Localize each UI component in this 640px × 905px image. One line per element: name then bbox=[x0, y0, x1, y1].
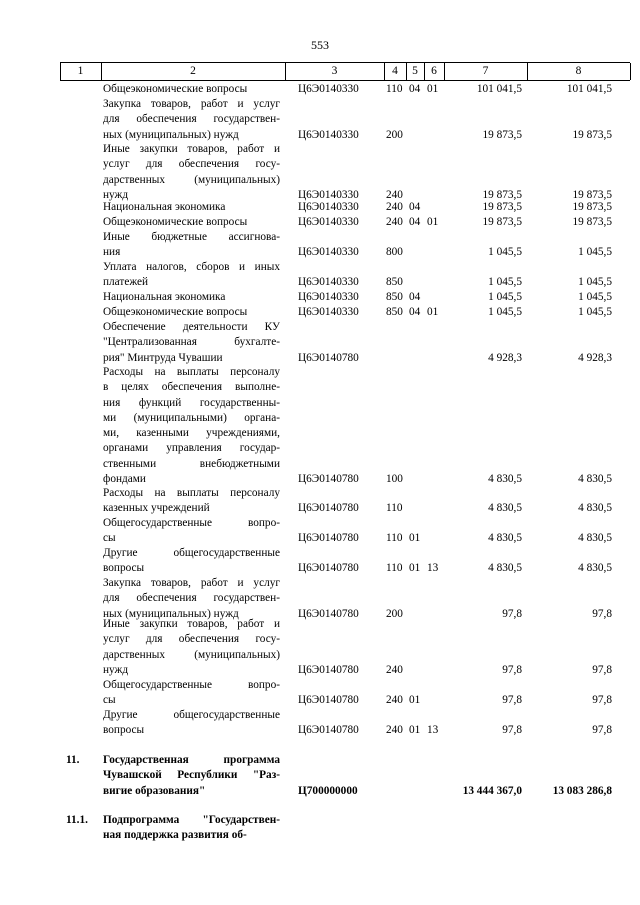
expense-type: 240 bbox=[386, 216, 403, 228]
expense-type: 240 bbox=[386, 663, 403, 676]
item-name-line: в целях обеспечения выполне- bbox=[103, 381, 280, 394]
amount-col8: 4 928,3 bbox=[578, 351, 612, 364]
amount-col7: 13 444 367,0 bbox=[462, 784, 522, 797]
amount-col8: 4 830,5 bbox=[578, 532, 612, 545]
expense-type: 200 bbox=[386, 128, 403, 141]
expense-type: 240 bbox=[386, 201, 403, 213]
item-name bbox=[103, 320, 280, 366]
item-name-line: органами управления государ- bbox=[103, 442, 280, 455]
target-code: Ц6Э0140780 bbox=[298, 663, 359, 676]
item-name bbox=[103, 617, 280, 678]
item-name-line: ных (муниципальных) нужд bbox=[103, 607, 239, 620]
item-name-line: Государственная программа bbox=[103, 754, 280, 766]
item-name bbox=[103, 290, 280, 305]
target-code: Ц6Э0140330 bbox=[298, 276, 359, 289]
item-name bbox=[103, 82, 280, 97]
header-cell: 4 bbox=[392, 65, 398, 77]
amount-col8: 97,8 bbox=[592, 724, 612, 737]
item-name-line: ния bbox=[103, 246, 121, 259]
target-code: Ц6Э0140330 bbox=[298, 246, 359, 259]
expense-type: 110 bbox=[386, 532, 403, 545]
amount-col8: 101 041,5 bbox=[566, 83, 612, 95]
amount-col8: 19 873,5 bbox=[572, 216, 612, 228]
item-name-line: Национальная экономика bbox=[103, 291, 226, 303]
header-cell: 3 bbox=[331, 65, 338, 77]
target-code: Ц6Э0140780 bbox=[298, 532, 359, 545]
item-name-line: Другие общегосударственные bbox=[103, 547, 280, 559]
item-name-line: услуг для обеспечения госу- bbox=[103, 633, 280, 646]
amount-col8: 97,8 bbox=[592, 694, 612, 707]
target-code: Ц6Э0140330 bbox=[298, 201, 359, 213]
expense-type: 800 bbox=[386, 246, 403, 259]
item-name-line: Общеэкономические вопросы bbox=[103, 306, 248, 318]
section-code: 01 bbox=[409, 562, 421, 575]
amount-col8: 13 083 286,8 bbox=[552, 784, 612, 797]
item-name-line: казенных учреждений bbox=[103, 502, 210, 515]
expense-type: 850 bbox=[386, 276, 403, 289]
item-name-line: Иные закупки товаров, работ и bbox=[103, 618, 280, 630]
amount-col7: 1 045,5 bbox=[488, 246, 522, 259]
expense-type: 240 bbox=[386, 694, 403, 707]
item-name-line: ственными внебюджетными bbox=[103, 457, 280, 470]
amount-col7: 19 873,5 bbox=[482, 201, 522, 213]
item-name-line: вопросы bbox=[103, 562, 145, 575]
amount-col7: 19 873,5 bbox=[482, 216, 522, 228]
item-name-line: ми (муниципальными) органа- bbox=[103, 411, 280, 424]
amount-col8: 19 873,5 bbox=[572, 201, 612, 213]
item-name bbox=[103, 142, 280, 203]
amount-col8: 4 830,5 bbox=[578, 502, 612, 515]
amount-col7: 97,8 bbox=[502, 724, 522, 737]
item-name-line: Общегосударственные вопро- bbox=[103, 679, 280, 691]
item-name-line: для обеспечения государствен- bbox=[103, 592, 280, 605]
expense-type: 100 bbox=[386, 473, 403, 486]
header-cell: 7 bbox=[482, 65, 489, 77]
table-top-rule bbox=[60, 62, 630, 63]
item-name bbox=[103, 260, 280, 291]
subsection-code: 13 bbox=[427, 562, 439, 575]
amount-col8: 19 873,5 bbox=[572, 188, 612, 201]
amount-col8: 4 830,5 bbox=[578, 562, 612, 575]
target-code: Ц700000000 bbox=[298, 784, 358, 797]
section-number: 11. bbox=[66, 754, 80, 766]
subsection-code: 13 bbox=[427, 724, 439, 737]
target-code: Ц6Э0140780 bbox=[298, 502, 359, 515]
expense-type: 240 bbox=[386, 188, 403, 201]
target-code: Ц6Э0140780 bbox=[298, 724, 359, 737]
item-name-line: "Централизованная бухгалте- bbox=[103, 336, 280, 349]
amount-col8: 1 045,5 bbox=[578, 276, 612, 289]
item-name bbox=[103, 365, 280, 487]
expense-type: 110 bbox=[386, 562, 403, 575]
amount-col7: 4 928,3 bbox=[488, 351, 522, 364]
amount-col7: 4 830,5 bbox=[488, 532, 522, 545]
amount-col7: 19 873,5 bbox=[482, 188, 522, 201]
item-name-line: нужд bbox=[103, 188, 129, 201]
expense-type: 110 bbox=[386, 83, 403, 95]
item-name-line: нужд bbox=[103, 663, 129, 676]
subsection-code: 01 bbox=[427, 216, 439, 228]
item-name-line: ния функций государственны- bbox=[103, 396, 280, 409]
item-name-line: ми, казенными учреждениями, bbox=[103, 427, 280, 440]
section-code: 04 bbox=[409, 306, 421, 318]
item-name bbox=[103, 576, 280, 622]
target-code: Ц6Э0140780 bbox=[298, 351, 359, 364]
item-name-line: рия" Минтруда Чувашии bbox=[103, 351, 223, 364]
header-cell: 8 bbox=[575, 65, 582, 77]
target-code: Ц6Э0140330 bbox=[298, 188, 359, 201]
amount-col8: 19 873,5 bbox=[572, 128, 612, 141]
amount-col7: 1 045,5 bbox=[488, 306, 522, 318]
section-code: 01 bbox=[409, 694, 421, 707]
item-name-line: ная поддержка развития об- bbox=[103, 829, 247, 842]
page-number: 553 bbox=[311, 38, 329, 52]
expense-type: 240 bbox=[386, 724, 403, 737]
item-name-line: Иные закупки товаров, работ и bbox=[103, 143, 280, 155]
item-name bbox=[103, 678, 280, 709]
item-name bbox=[103, 753, 280, 799]
expense-type: 200 bbox=[386, 607, 403, 620]
item-name-line: вигие образования" bbox=[103, 784, 206, 797]
target-code: Ц6Э0140780 bbox=[298, 694, 359, 707]
amount-col7: 4 830,5 bbox=[488, 562, 522, 575]
amount-col8: 1 045,5 bbox=[578, 306, 612, 318]
item-name bbox=[103, 546, 280, 577]
item-name-line: Иные бюджетные ассигнова- bbox=[103, 231, 280, 243]
section-code: 04 bbox=[409, 291, 421, 303]
item-name bbox=[103, 200, 280, 215]
amount-col7: 1 045,5 bbox=[488, 291, 522, 303]
target-code: Ц6Э0140330 bbox=[298, 216, 359, 228]
amount-col7: 4 830,5 bbox=[488, 502, 522, 515]
header-cell: 2 bbox=[190, 65, 196, 77]
target-code: Ц6Э0140780 bbox=[298, 562, 359, 575]
section-number: 11.1. bbox=[66, 814, 88, 826]
amount-col7: 97,8 bbox=[502, 694, 522, 707]
amount-col7: 97,8 bbox=[502, 663, 522, 676]
amount-col7: 101 041,5 bbox=[476, 83, 522, 95]
amount-col7: 4 830,5 bbox=[488, 473, 522, 486]
section-code: 04 bbox=[409, 201, 421, 213]
item-name-line: для обеспечения государствен- bbox=[103, 113, 280, 126]
amount-col8: 1 045,5 bbox=[578, 291, 612, 303]
item-name-line: дарственных (муниципальных) bbox=[103, 173, 280, 186]
item-name-line: Расходы на выплаты персоналу bbox=[103, 487, 280, 499]
expense-type: 850 bbox=[386, 291, 403, 303]
item-name-line: сы bbox=[103, 694, 116, 707]
item-name-line: дарственных (муниципальных) bbox=[103, 648, 280, 661]
target-code: Ц6Э0140330 bbox=[298, 306, 359, 318]
item-name-line: Общеэкономические вопросы bbox=[103, 83, 248, 95]
item-name bbox=[103, 486, 280, 517]
section-code: 04 bbox=[409, 216, 421, 228]
amount-col7: 97,8 bbox=[502, 607, 522, 620]
col-divider bbox=[630, 63, 631, 80]
subsection-code: 01 bbox=[427, 306, 439, 318]
item-name bbox=[103, 516, 280, 547]
amount-col8: 4 830,5 bbox=[578, 473, 612, 486]
amount-col8: 97,8 bbox=[592, 607, 612, 620]
expense-type: 110 bbox=[386, 502, 403, 515]
item-name-line: Подпрограмма "Государствен- bbox=[103, 814, 280, 826]
target-code: Ц6Э0140330 bbox=[298, 291, 359, 303]
item-name bbox=[103, 230, 280, 261]
item-name bbox=[103, 215, 280, 230]
item-name bbox=[103, 305, 280, 320]
section-code: 04 bbox=[409, 83, 421, 95]
item-name bbox=[103, 97, 280, 143]
item-name-line: вопросы bbox=[103, 724, 145, 737]
header-cell: 6 bbox=[431, 65, 437, 77]
item-name-line: Уплата налогов, сборов и иных bbox=[103, 261, 280, 273]
item-name-line: Расходы на выплаты персоналу bbox=[103, 366, 280, 378]
item-name-line: ных (муниципальных) нужд bbox=[103, 128, 239, 141]
amount-col7: 19 873,5 bbox=[482, 128, 522, 141]
amount-col8: 97,8 bbox=[592, 663, 612, 676]
item-name-line: фондами bbox=[103, 473, 146, 486]
amount-col8: 1 045,5 bbox=[578, 246, 612, 259]
item-name bbox=[103, 708, 280, 739]
amount-col7: 1 045,5 bbox=[488, 276, 522, 289]
item-name-line: Закупка товаров, работ и услуг bbox=[103, 577, 280, 589]
expense-type: 850 bbox=[386, 306, 403, 318]
target-code: Ц6Э0140330 bbox=[298, 128, 359, 141]
item-name-line: Общеэкономические вопросы bbox=[103, 216, 248, 228]
item-name-line: Чувашской Республики "Раз- bbox=[103, 769, 280, 782]
section-code: 01 bbox=[409, 532, 421, 545]
item-name-line: Другие общегосударственные bbox=[103, 709, 280, 721]
target-code: Ц6Э0140780 bbox=[298, 607, 359, 620]
target-code: Ц6Э0140780 bbox=[298, 473, 359, 486]
header-cell: 1 bbox=[77, 65, 84, 77]
target-code: Ц6Э0140330 bbox=[298, 83, 359, 95]
table-header-rule bbox=[60, 80, 630, 81]
item-name bbox=[103, 813, 280, 844]
item-name-line: услуг для обеспечения госу- bbox=[103, 158, 280, 171]
header-cell: 5 bbox=[412, 65, 418, 77]
subsection-code: 01 bbox=[427, 83, 439, 95]
item-name-line: Закупка товаров, работ и услуг bbox=[103, 98, 280, 110]
item-name-line: сы bbox=[103, 532, 116, 545]
item-name-line: платежей bbox=[103, 276, 149, 289]
item-name-line: Обеспечение деятельности КУ bbox=[103, 321, 280, 333]
item-name-line: Национальная экономика bbox=[103, 201, 226, 213]
section-code: 01 bbox=[409, 724, 421, 737]
item-name-line: Общегосударственные вопро- bbox=[103, 517, 280, 529]
